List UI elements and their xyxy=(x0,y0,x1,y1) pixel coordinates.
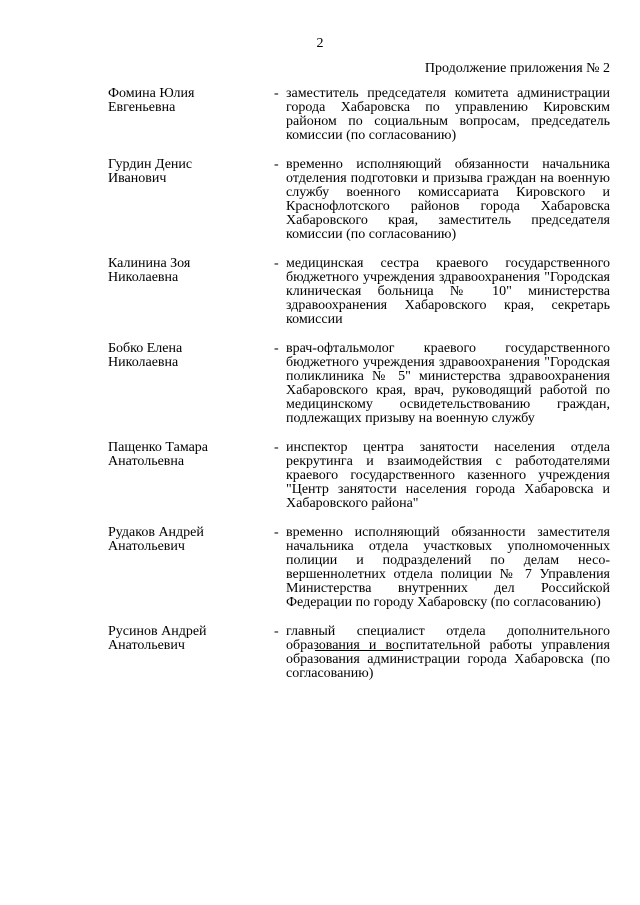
member-dash: - xyxy=(274,525,279,540)
member-dash: - xyxy=(274,86,279,101)
member-surname-first: Русинов Андрей xyxy=(108,624,207,639)
member-patronymic: Евгеньевна xyxy=(108,100,176,115)
member-name xyxy=(108,342,274,370)
member-patronymic: Николаевна xyxy=(108,355,179,370)
member-entry xyxy=(108,625,610,681)
member-entry xyxy=(108,441,610,511)
member-role: медицинская сестра краевого государственного бюджетного учреждения здравоохранения "Городская клиническая больница № 10" министерства здравоохранения Хабаровского края, секретарь комиссии xyxy=(286,256,610,327)
member-patronymic: Иванович xyxy=(108,171,167,186)
member-entry xyxy=(108,342,610,426)
member-role: временно исполняющий обязанности начальника отделения подготовки и призыва граждан на военную службу военного комиссариата Кировского и Краснофлотского районов города Хабаровска Хабаровского края, заместитель председателя комиссии (по согласованию) xyxy=(286,157,610,242)
member-name xyxy=(108,87,274,115)
end-of-list-rule xyxy=(315,650,403,651)
member-surname-first: Гурдин Денис xyxy=(108,157,193,172)
member-role: временно исполняющий обязанности заместителя начальника отдела участковых уполномоченных полиции и подразделений по делам несовершеннолетних отдела полиции № 7 Управления Министерства внутренних дел Российской Федерации по городу Хабаровску (по согласованию) xyxy=(286,525,610,610)
member-name xyxy=(108,158,274,186)
member-entry xyxy=(108,526,610,610)
member-role: заместитель председателя комитета администрации города Хабаровска по управлению Кировским районом по социальным вопросам, председатель комиссии (по согласованию) xyxy=(286,86,610,143)
member-role: инспектор центра занятости населения отдела рекрутинга и взаимодействия с работодателями краевого государственного казенного учреждения "Центр занятости населения города Хабаровска и Хабаровского района" xyxy=(286,440,610,511)
member-entry xyxy=(108,158,610,242)
page-number: 2 xyxy=(316,36,324,51)
member-patronymic: Николаевна xyxy=(108,270,179,285)
member-name xyxy=(108,257,274,285)
member-dash: - xyxy=(274,440,279,455)
member-dash: - xyxy=(274,624,279,639)
member-dash: - xyxy=(274,256,279,271)
member-entry xyxy=(108,87,610,143)
member-surname-first: Рудаков Андрей xyxy=(108,525,204,540)
member-surname-first: Калинина Зоя xyxy=(108,256,191,271)
member-patronymic: Анатольевич xyxy=(108,539,185,554)
member-role: врач-офтальмолог краевого государственного бюджетного учреждения здравоохранения "Городская поликлиника № 5" министерства здравоохранения Хабаровского края, врач, руководящий работой по медицинскому освидетельствованию граждан, подлежащих призыву на военную службу xyxy=(286,341,610,426)
member-patronymic: Анатольевич xyxy=(108,638,185,653)
continuation-note: Продолжение приложения № 2 xyxy=(424,61,610,76)
member-dash: - xyxy=(274,341,279,356)
member-name xyxy=(108,625,274,653)
member-surname-first: Фомина Юлия xyxy=(108,86,195,101)
member-patronymic: Анатольевна xyxy=(108,454,185,469)
member-role: главный специалист отдела дополнительного образования и воспитательной работы управления образования администрации города Хабаровска (по согласованию) xyxy=(286,624,610,681)
member-surname-first: Бобко Елена xyxy=(108,341,183,356)
member-dash: - xyxy=(274,157,279,172)
commission-members-list xyxy=(108,87,610,681)
member-name xyxy=(108,526,274,554)
member-entry xyxy=(108,257,610,327)
member-name xyxy=(108,441,274,469)
member-surname-first: Пащенко Тамара xyxy=(108,440,209,455)
